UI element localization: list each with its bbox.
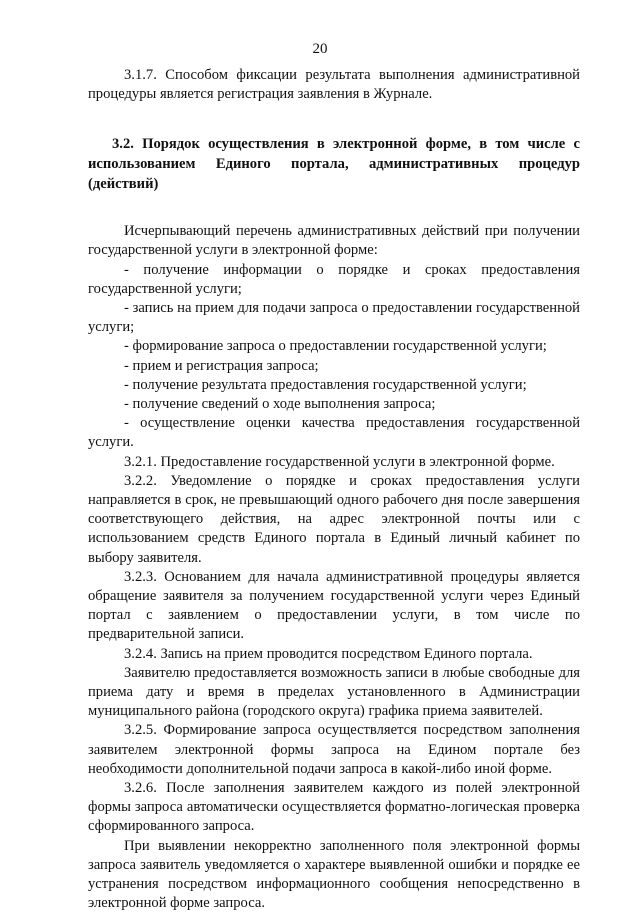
paragraph-3-2-6-errors: При выявлении некорректно заполненного поля электронной формы запроса заявитель уведомляется о характере выявленной ошибки и порядке ее устранения посредством информационного сообщения непосредственно в электронной форме запроса. [88, 837, 580, 912]
paragraph-3-2-4: 3.2.4. Запись на прием проводится посредством Единого портала. [124, 645, 533, 662]
paragraph-3-2-2: 3.2.2. Уведомление о порядке и сроках предоставления услуги направляется в срок, не превышающий одного рабочего дня после завершения соответствующего действия, на адрес электронной почты или с использованием средств Единого портала в Единый личный кабинет по выбору заявителя. [88, 472, 580, 566]
list-item: - получение результата предоставления государственной услуги; [124, 376, 527, 393]
list-item: - запись на прием для подачи запроса о предоставлении государственной услуги; [88, 300, 580, 336]
document-body [88, 66, 580, 914]
list-item: - осуществление оценки качества предоставления государственной услуги. [88, 415, 580, 451]
list-item: - прием и регистрация запроса; [124, 357, 319, 374]
list-item: - формирование запроса о предоставлении государственной услуги; [124, 338, 547, 355]
paragraph-3-2-6: 3.2.6. После заполнения заявителем каждого из полей электронной формы запроса автоматически осуществляется форматно-логическая проверка сформированного запроса. [88, 780, 580, 835]
paragraph-3-2-1: 3.2.1. Предоставление государственной услуги в электронной форме. [124, 453, 555, 470]
section-heading-3-2: 3.2. Порядок осуществления в электронной форме, в том числе с использованием Единого портала, административных процедур (действий) [88, 136, 580, 192]
list-item: - получение сведений о ходе выполнения запроса; [124, 396, 436, 413]
paragraph-3-2-5: 3.2.5. Формирование запроса осуществляется посредством заполнения заявителем электронной формы запроса на Едином портале без необходимости дополнительной подачи запроса в какой-либо иной форме. [88, 722, 580, 777]
paragraph-3-2-4-schedule: Заявителю предоставляется возможность записи в любые свободные для приема дату и время в пределах установленного в Администрации муниципального района (городского округа) графика приема заявителей. [88, 664, 580, 720]
actions-list [88, 261, 580, 453]
paragraph-3-1-7: 3.1.7. Способом фиксации результата выполнения административной процедуры является регистрация заявления в Журнале. [88, 67, 580, 103]
paragraph-intro-list: Исчерпывающий перечень административных действий при получении государственной услуги в электронной форме: [88, 223, 580, 259]
paragraph-3-2-3: 3.2.3. Основанием для начала административной процедуры является обращение заявителя за получением государственной услуги через Единый портал с заявлением о предоставлении услуги, в том числе по предварительной записи. [88, 568, 580, 643]
list-item: - получение информации о порядке и сроках предоставления государственной услуги; [88, 261, 580, 297]
page-number: 20 [312, 41, 328, 57]
